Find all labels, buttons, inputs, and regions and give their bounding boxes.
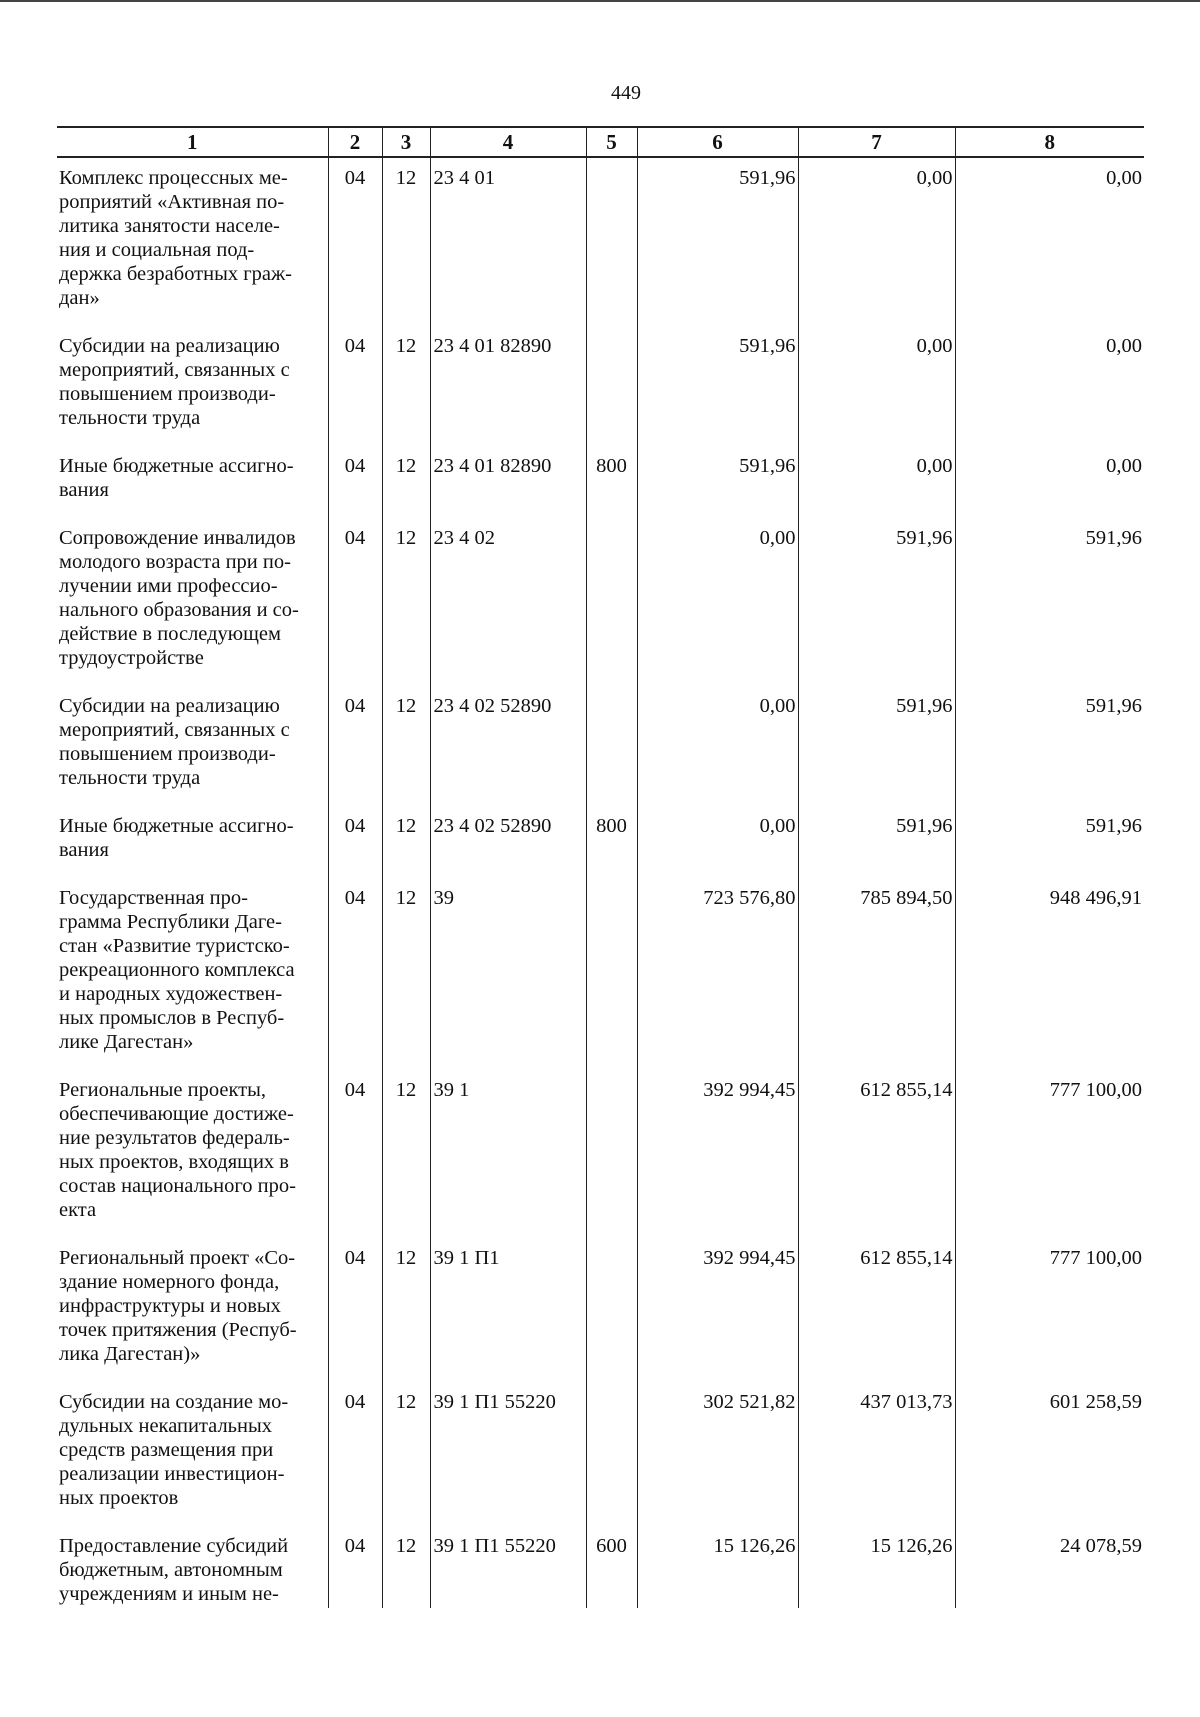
expense-type-code [586,326,637,446]
row-name: Региональный проект «Со- здание номерного фонда, инфраструктуры и новых точек притяжения (Респуб- лика Дагестан)» [57,1238,328,1382]
table-row [57,1070,1144,1238]
amount-col-8: 0,00 [955,326,1144,446]
subsection-code: 12 [382,518,430,686]
amount-col-6: 392 994,45 [637,1070,798,1238]
amount-col-8: 0,00 [955,446,1144,518]
target-article-code: 23 4 01 82890 [430,326,586,446]
amount-col-7: 591,96 [798,686,955,806]
target-article-code: 39 1 П1 55220 [430,1382,586,1526]
target-article-code: 23 4 02 [430,518,586,686]
table-row [57,806,1144,878]
amount-col-7: 437 013,73 [798,1382,955,1526]
amount-col-6: 591,96 [637,446,798,518]
amount-col-7: 612 855,14 [798,1238,955,1382]
target-article-code: 23 4 01 [430,157,586,326]
row-name: Иные бюджетные ассигно- вания [57,806,328,878]
column-header-4: 4 [430,127,586,157]
expense-type-code: 800 [586,446,637,518]
expense-type-code [586,686,637,806]
subsection-code: 12 [382,1070,430,1238]
section-code: 04 [328,686,382,806]
section-code: 04 [328,1382,382,1526]
expense-type-code [586,518,637,686]
expense-type-code [586,1238,637,1382]
amount-col-8: 591,96 [955,806,1144,878]
table-row [57,686,1144,806]
table-row [57,157,1144,326]
amount-col-6: 15 126,26 [637,1526,798,1608]
scan-edge [0,0,1200,2]
amount-col-7: 591,96 [798,518,955,686]
amount-col-7: 15 126,26 [798,1526,955,1608]
table-row [57,518,1144,686]
expense-type-code [586,157,637,326]
subsection-code: 12 [382,1382,430,1526]
table-row [57,1238,1144,1382]
row-name: Сопровождение инвалидов молодого возраста при по- лучении ими профессио- нального образования и со- действие в последующем трудоустройстве [57,518,328,686]
column-header-5: 5 [586,127,637,157]
row-name: Предоставление субсидий бюджетным, автономным учреждениям и иным не- [57,1526,328,1608]
amount-col-7: 785 894,50 [798,878,955,1070]
section-code: 04 [328,1526,382,1608]
expense-type-code [586,878,637,1070]
amount-col-7: 612 855,14 [798,1070,955,1238]
header-row [57,127,1144,157]
amount-col-6: 392 994,45 [637,1238,798,1382]
target-article-code: 39 1 П1 [430,1238,586,1382]
subsection-code: 12 [382,1238,430,1382]
column-header-3: 3 [382,127,430,157]
amount-col-8: 601 258,59 [955,1382,1144,1526]
amount-col-8: 24 078,59 [955,1526,1144,1608]
row-name: Субсидии на реализацию мероприятий, связанных с повышением производи- тельности труда [57,326,328,446]
subsection-code: 12 [382,446,430,518]
target-article-code: 23 4 02 52890 [430,806,586,878]
target-article-code: 39 [430,878,586,1070]
amount-col-6: 723 576,80 [637,878,798,1070]
section-code: 04 [328,446,382,518]
row-name: Субсидии на создание мо- дульных некапитальных средств размещения при реализации инвестицион- ных проектов [57,1382,328,1526]
page-number: 449 [611,82,641,104]
budget-table [57,126,1144,1608]
row-name: Субсидии на реализацию мероприятий, связанных с повышением производи- тельности труда [57,686,328,806]
table-row [57,878,1144,1070]
amount-col-8: 777 100,00 [955,1070,1144,1238]
table-body [57,157,1144,1608]
column-header-7: 7 [798,127,955,157]
target-article-code: 39 1 [430,1070,586,1238]
row-name: Региональные проекты, обеспечивающие достиже- ние результатов федераль- ных проектов, входящих в состав национального про- екта [57,1070,328,1238]
section-code: 04 [328,878,382,1070]
amount-col-8: 777 100,00 [955,1238,1144,1382]
amount-col-6: 0,00 [637,518,798,686]
section-code: 04 [328,326,382,446]
amount-col-8: 591,96 [955,686,1144,806]
amount-col-8: 0,00 [955,157,1144,326]
amount-col-6: 591,96 [637,157,798,326]
table-header [57,127,1144,157]
column-header-6: 6 [637,127,798,157]
amount-col-7: 591,96 [798,806,955,878]
amount-col-8: 591,96 [955,518,1144,686]
table-row [57,1526,1144,1608]
table-row [57,326,1144,446]
amount-col-7: 0,00 [798,446,955,518]
section-code: 04 [328,157,382,326]
amount-col-6: 0,00 [637,806,798,878]
amount-col-6: 591,96 [637,326,798,446]
expense-type-code [586,1070,637,1238]
amount-col-7: 0,00 [798,157,955,326]
table-row [57,446,1144,518]
target-article-code: 23 4 01 82890 [430,446,586,518]
amount-col-7: 0,00 [798,326,955,446]
subsection-code: 12 [382,326,430,446]
section-code: 04 [328,806,382,878]
subsection-code: 12 [382,878,430,1070]
expense-type-code [586,1382,637,1526]
amount-col-6: 0,00 [637,686,798,806]
column-header-8: 8 [955,127,1144,157]
target-article-code: 39 1 П1 55220 [430,1526,586,1608]
amount-col-8: 948 496,91 [955,878,1144,1070]
target-article-code: 23 4 02 52890 [430,686,586,806]
table-row [57,1382,1144,1526]
row-name: Комплекс процессных ме- роприятий «Активная по- литика занятости населе- ния и социальная под- держка безработных граж- дан» [57,157,328,326]
section-code: 04 [328,1238,382,1382]
expense-type-code: 600 [586,1526,637,1608]
row-name: Государственная про- грамма Республики Даге- стан «Развитие туристско- рекреационного комплекса и народных художествен- ных промыслов в Респуб- лике Дагестан» [57,878,328,1070]
column-header-2: 2 [328,127,382,157]
subsection-code: 12 [382,806,430,878]
subsection-code: 12 [382,157,430,326]
expense-type-code: 800 [586,806,637,878]
section-code: 04 [328,518,382,686]
subsection-code: 12 [382,686,430,806]
amount-col-6: 302 521,82 [637,1382,798,1526]
row-name: Иные бюджетные ассигно- вания [57,446,328,518]
section-code: 04 [328,1070,382,1238]
column-header-1: 1 [57,127,328,157]
subsection-code: 12 [382,1526,430,1608]
